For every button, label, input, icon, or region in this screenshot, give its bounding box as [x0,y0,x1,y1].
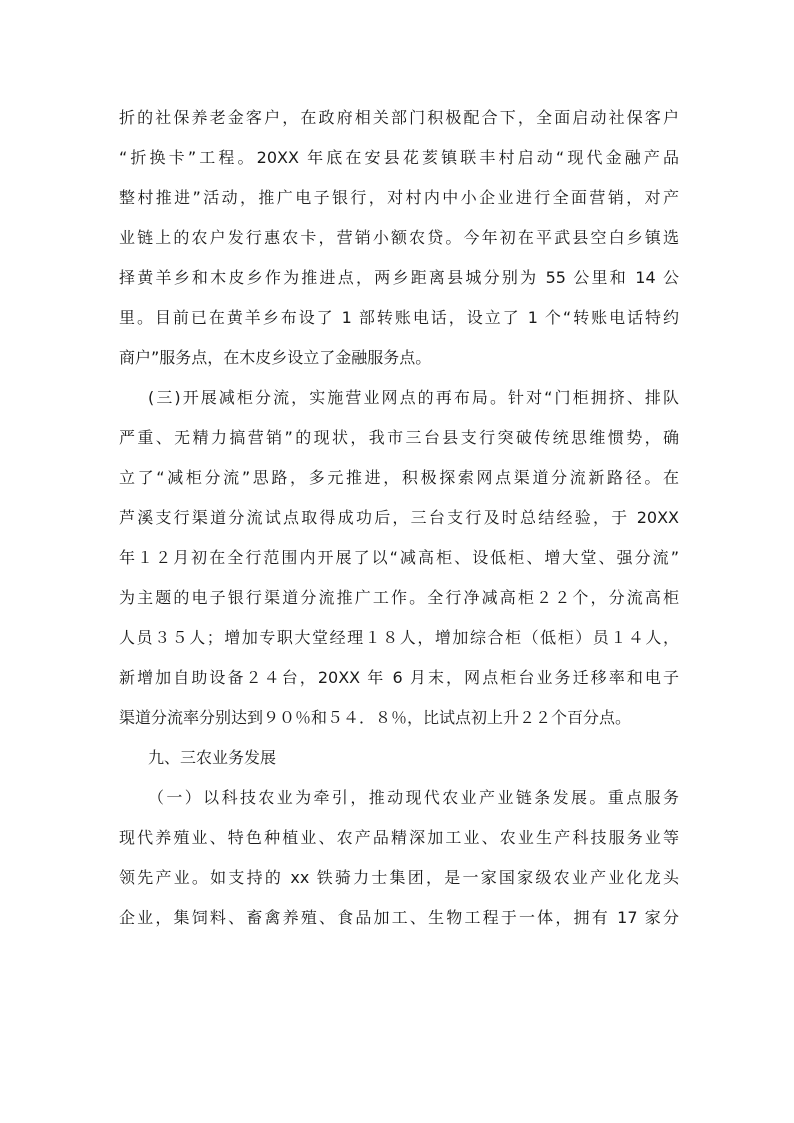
paragraph-line: 新增加自助设备２４台，20XX 年 6 月末，网点柜台业务迁移率和电子 [119,668,679,687]
paragraph-line: 现代养殖业、特色种植业、农产品精深加工业、农业生产科技服务业等 [119,828,679,847]
paragraph-line: 立了“减柜分流”思路，多元推进，积极探索网点渠道分流新路径。在 [119,468,679,487]
paragraph-line: 折的社保养老金客户，在政府相关部门积极配合下，全面启动社保客户 [119,108,679,127]
paragraph-line: (三)开展减柜分流，实施营业网点的再布局。针对“门柜拥挤、排队 [148,388,679,407]
paragraph-line: 业链上的农户发行惠农卡，营销小额农贷。今年初在平武县空白乡镇选 [119,228,679,247]
paragraph-line: 商户”服务点，在木皮乡设立了金融服务点。 [119,348,432,367]
paragraph-line: 人员３５人；增加专职大堂经理１８人，增加综合柜（低柜）员１４人， [119,628,679,647]
paragraph-line: 企业，集饲料、畜禽养殖、食品加工、生物工程于一体，拥有 17 家分 [119,908,679,927]
paragraph-line: 严重、无精力搞营销”的现状，我市三台县支行突破传统思维惯势，确 [119,428,679,447]
paragraph-line: 年１２月初在全行范围内开展了以“减高柜、设低柜、增大堂、强分流” [119,548,679,567]
paragraph-line: 整村推进”活动，推广电子银行，对村内中小企业进行全面营销，对产 [119,188,679,207]
paragraph-line: 择黄羊乡和木皮乡作为推进点，两乡距离县城分别为 55 公里和 14 公 [119,268,679,287]
paragraph-line: 为主题的电子银行渠道分流推广工作。全行净减高柜２２个，分流高柜 [119,588,679,607]
paragraph-line: （一）以科技农业为牵引，推动现代农业产业链条发展。重点服务 [148,788,679,807]
section-heading: 九、三农业务发展 [148,748,277,767]
paragraph-line: 里。目前已在黄羊乡布设了 1 部转账电话，设立了 1 个“转账电话特约 [119,308,679,327]
paragraph-line: 领先产业。如支持的 xx 铁骑力士集团，是一家国家级农业产业化龙头 [119,868,679,887]
paragraph-line: “折换卡”工程。20XX 年底在安县花荄镇联丰村启动“现代金融产品 [119,148,679,167]
paragraph-line: 芦溪支行渠道分流试点取得成功后，三台支行及时总结经验，于 20XX [119,508,679,527]
paragraph-line: 渠道分流率分别达到９０％和５４．８％，比试点初上升２２个百分点。 [119,708,632,727]
